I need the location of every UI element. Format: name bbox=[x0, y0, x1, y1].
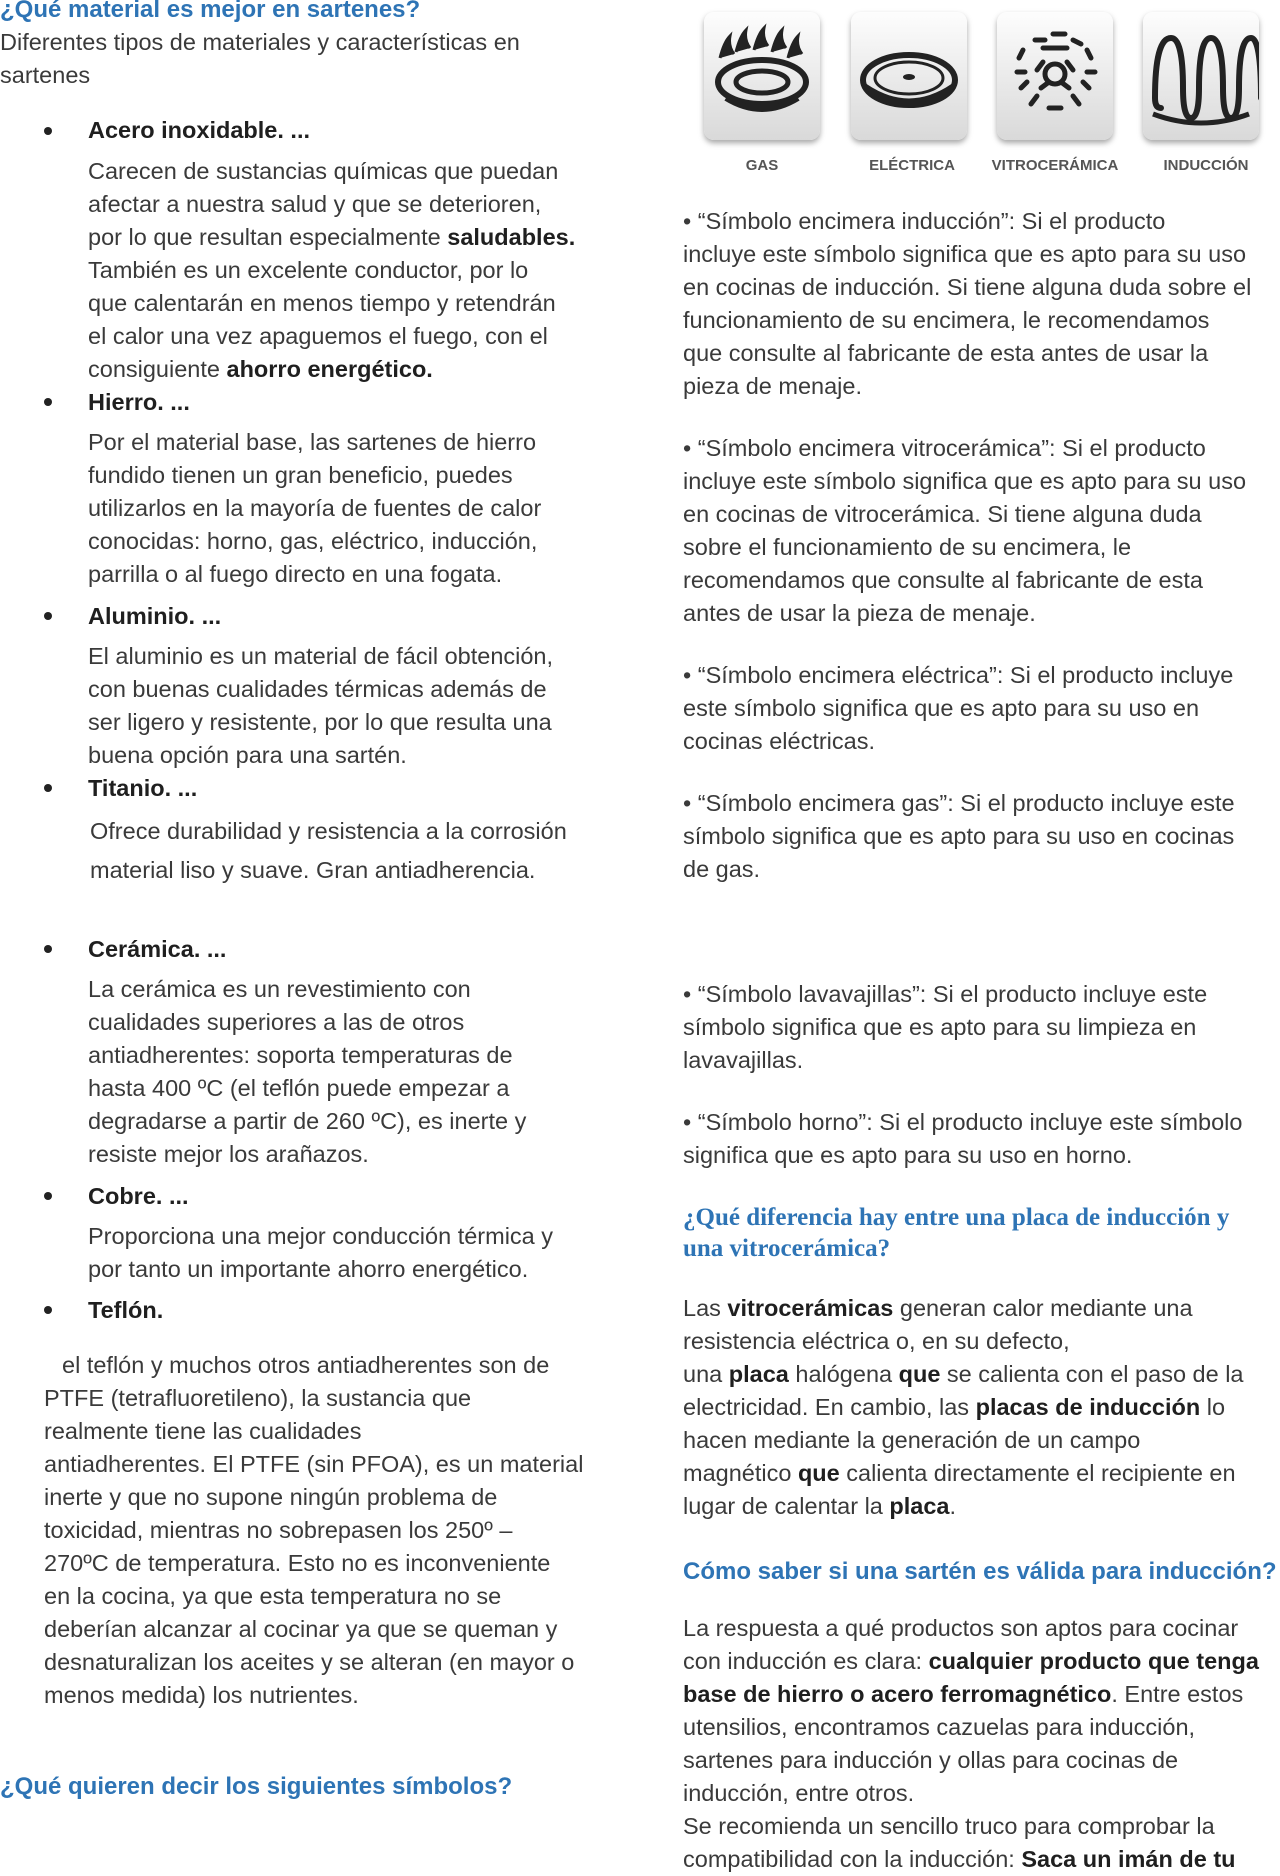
text-line: hacen mediante la generación de un campo bbox=[683, 1427, 1141, 1453]
text-line: por lo que resultan especialmente saludables. bbox=[88, 224, 576, 250]
text-line: 270ºC de temperatura. Esto no es inconveniente bbox=[44, 1550, 551, 1576]
text-line: • “Símbolo lavavajillas”: Si el producto incluye este bbox=[683, 981, 1208, 1007]
text-line: recomendamos que consulte al fabricante de esta bbox=[683, 567, 1203, 593]
text-line: sobre el funcionamiento de su encimera, le bbox=[683, 534, 1132, 560]
text-line: • “Símbolo encimera eléctrica”: Si el producto incluye bbox=[683, 662, 1234, 688]
material-title-cobre: Cobre. ... bbox=[88, 1183, 189, 1209]
text-line: buena opción para una sartén. bbox=[88, 742, 407, 768]
text-line: magnético que calienta directamente el recipiente en bbox=[683, 1460, 1236, 1486]
text-line: cocinas eléctricas. bbox=[683, 728, 875, 754]
symbol-lavavajillas-text bbox=[683, 978, 1273, 1077]
text-line: La respuesta a qué productos son aptos para cocinar bbox=[683, 1615, 1239, 1641]
text-line: incluye este símbolo significa que es apto para su uso bbox=[683, 468, 1247, 494]
text-line: resistencia eléctrica o, en su defecto, bbox=[683, 1328, 1070, 1354]
text-line: de gas. bbox=[683, 856, 761, 882]
text-line: que calentarán en menos tiempo y retendrán bbox=[88, 290, 556, 316]
text-line: Las vitrocerámicas generan calor mediante una bbox=[683, 1295, 1193, 1321]
symbol-vitroceramica-text bbox=[683, 432, 1273, 630]
induction-coil-icon bbox=[1143, 12, 1259, 140]
text-line: base de hierro o acero ferromagnético. Entre estos bbox=[683, 1681, 1244, 1707]
text-line: Se recomienda un sencillo truco para comprobar la bbox=[683, 1813, 1215, 1839]
heading-line: ¿Qué diferencia hay entre una placa de inducción y bbox=[683, 1204, 1230, 1231]
text-line: lugar de calentar la placa. bbox=[683, 1493, 957, 1519]
text-line: antes de usar la pieza de menaje. bbox=[683, 600, 1036, 626]
text-line: toxicidad, mientras no sobrepasen los 250º – bbox=[44, 1517, 513, 1543]
text-line: utilizarlos en la mayoría de fuentes de calor bbox=[88, 495, 542, 521]
bullet bbox=[44, 945, 52, 953]
icon-label-vitroceramica: VITROCERÁMICA bbox=[991, 157, 1119, 174]
text-line: Ofrece durabilidad y resistencia a la corrosión bbox=[90, 818, 567, 844]
text-line: La cerámica es un revestimiento con bbox=[88, 976, 471, 1002]
induction-heading: Cómo saber si una sartén es válida para inducción? bbox=[683, 1558, 1277, 1585]
text-line: También es un excelente conductor, por lo bbox=[88, 257, 529, 283]
text-line: con buenas cualidades térmicas además de bbox=[88, 676, 547, 702]
ceramic-hob-icon bbox=[997, 12, 1113, 140]
text-line: el teflón y muchos otros antiadherentes son de bbox=[62, 1352, 550, 1378]
text-line: inducción, entre otros. bbox=[683, 1780, 915, 1806]
text-line: lavavajillas. bbox=[683, 1047, 804, 1073]
text-line: fundido tienen un gran beneficio, puedes bbox=[88, 462, 513, 488]
symbol-electrica-text bbox=[683, 659, 1273, 758]
text-line: deberían alcanzar al cocinar ya que se queman y bbox=[44, 1616, 558, 1642]
text-line: este símbolo significa que es apto para su uso en bbox=[683, 695, 1200, 721]
text-line: antiadherentes. El PTFE (sin PFOA), es un material bbox=[44, 1451, 584, 1477]
text-line: degradarse a partir de 260 ºC), es inerte y bbox=[88, 1108, 527, 1134]
text-line: en la cocina, ya que esta temperatura no se bbox=[44, 1583, 502, 1609]
material-text-cobre bbox=[88, 1220, 608, 1286]
material-title-aluminio: Aluminio. ... bbox=[88, 603, 222, 629]
material-text-acero bbox=[88, 155, 608, 386]
material-title-acero: Acero inoxidable. ... bbox=[88, 117, 310, 143]
text-line: desnaturalizan los aceites y se alteran (en mayor o bbox=[44, 1649, 575, 1675]
text-line: afectar a nuestra salud y que se deterioren, bbox=[88, 191, 542, 217]
symbol-induccion-text bbox=[683, 205, 1273, 403]
text-line: El aluminio es un material de fácil obtención, bbox=[88, 643, 554, 669]
text-line: una placa halógena que se calienta con el paso de la bbox=[683, 1361, 1244, 1387]
text-line: Por el material base, las sartenes de hierro bbox=[88, 429, 537, 455]
electric-plate-icon bbox=[851, 12, 967, 140]
text-line: símbolo significa que es apto para su uso en cocinas bbox=[683, 823, 1235, 849]
text-line: realmente tiene las cualidades bbox=[44, 1418, 362, 1444]
bullet bbox=[44, 1192, 52, 1200]
teflon-paragraph bbox=[44, 1349, 614, 1712]
material-text-hierro bbox=[88, 426, 608, 591]
subtitle-line-2: sartenes bbox=[0, 62, 91, 88]
text-line: PTFE (tetrafluoretileno), la sustancia que bbox=[44, 1385, 472, 1411]
text-line: menos medida) los nutrientes. bbox=[44, 1682, 359, 1708]
bullet bbox=[44, 127, 52, 135]
difference-paragraph bbox=[683, 1292, 1273, 1523]
bullet bbox=[44, 784, 52, 792]
text-line: consiguiente ahorro energético. bbox=[88, 356, 433, 382]
icon-label-electrica: ELÉCTRICA bbox=[869, 157, 955, 174]
material-text-ceramica bbox=[88, 973, 608, 1171]
text-line: Proporciona una mejor conducción térmica y bbox=[88, 1223, 554, 1249]
text-line: material liso y suave. Gran antiadherencia. bbox=[90, 857, 536, 883]
symbols-question-heading: ¿Qué quieren decir los siguientes símbolos? bbox=[0, 1773, 513, 1800]
difference-heading bbox=[683, 1202, 1278, 1264]
text-line: compatibilidad con la inducción: Saca un imán de tu bbox=[683, 1846, 1236, 1872]
gas-burner-icon bbox=[704, 12, 820, 140]
text-line: cualidades superiores a las de otros bbox=[88, 1009, 465, 1035]
text-line: incluye este símbolo significa que es apto para su uso bbox=[683, 241, 1247, 267]
text-line: electricidad. En cambio, las placas de inducción lo bbox=[683, 1394, 1226, 1420]
material-title-ceramica: Cerámica. ... bbox=[88, 936, 227, 962]
induction-paragraph bbox=[683, 1612, 1273, 1876]
bullet bbox=[44, 1306, 52, 1314]
text-line: el calor una vez apaguemos el fuego, con el bbox=[88, 323, 548, 349]
material-title-teflon: Teflón. bbox=[88, 1297, 164, 1323]
text-line: ser ligero y resistente, por lo que resulta una bbox=[88, 709, 552, 735]
icon-label-induccion: INDUCCIÓN bbox=[1163, 157, 1249, 174]
text-line: pieza de menaje. bbox=[683, 373, 862, 399]
text-line: sartenes para inducción y ollas para cocinas de bbox=[683, 1747, 1179, 1773]
symbol-gas-text bbox=[683, 787, 1273, 886]
text-line: en cocinas de vitrocerámica. Si tiene alguna duda bbox=[683, 501, 1202, 527]
text-line: • “Símbolo encimera inducción”: Si el producto bbox=[683, 208, 1166, 234]
text-line: significa que es apto para su uso en horno. bbox=[683, 1142, 1133, 1168]
material-text-titanio bbox=[90, 812, 610, 890]
text-line: • “Símbolo horno”: Si el producto incluye este símbolo bbox=[683, 1109, 1243, 1135]
text-line: conocidas: horno, gas, eléctrico, inducción, bbox=[88, 528, 538, 554]
text-line: con inducción es clara: cualquier producto que tenga bbox=[683, 1648, 1259, 1674]
material-title-titanio: Titanio. ... bbox=[88, 775, 198, 801]
text-line: resiste mejor los arañazos. bbox=[88, 1141, 369, 1167]
text-line: • “Símbolo encimera vitrocerámica”: Si el producto bbox=[683, 435, 1206, 461]
text-line: Carecen de sustancias químicas que puedan bbox=[88, 158, 559, 184]
subtitle-line-1: Diferentes tipos de materiales y características en bbox=[0, 29, 520, 55]
bullet bbox=[44, 398, 52, 406]
material-text-aluminio bbox=[88, 640, 608, 772]
text-line: inerte y que no supone ningún problema de bbox=[44, 1484, 498, 1510]
text-line: símbolo significa que es apto para su limpieza en bbox=[683, 1014, 1197, 1040]
text-line: • “Símbolo encimera gas”: Si el producto incluye este bbox=[683, 790, 1235, 816]
text-line: por tanto un importante ahorro energético. bbox=[88, 1256, 529, 1282]
icon-label-gas: GAS bbox=[745, 157, 779, 174]
text-line: antiadherentes: soporta temperaturas de bbox=[88, 1042, 513, 1068]
bullet bbox=[44, 612, 52, 620]
symbol-horno-text bbox=[683, 1106, 1273, 1172]
text-line: utensilios, encontramos cazuelas para inducción, bbox=[683, 1714, 1196, 1740]
text-line: hasta 400 ºC (el teflón puede empezar a bbox=[88, 1075, 510, 1101]
material-title-hierro: Hierro. ... bbox=[88, 389, 190, 415]
heading-line: una vitrocerámica? bbox=[683, 1235, 891, 1262]
text-line: que consulte al fabricante de esta antes de usar la bbox=[683, 340, 1209, 366]
text-line: funcionamiento de su encimera, le recomendamos bbox=[683, 307, 1210, 333]
text-line: parrilla o al fuego directo en una fogata. bbox=[88, 561, 503, 587]
text-line: en cocinas de inducción. Si tiene alguna duda sobre el bbox=[683, 274, 1252, 300]
page-title: ¿Qué material es mejor en sartenes? bbox=[0, 0, 421, 23]
